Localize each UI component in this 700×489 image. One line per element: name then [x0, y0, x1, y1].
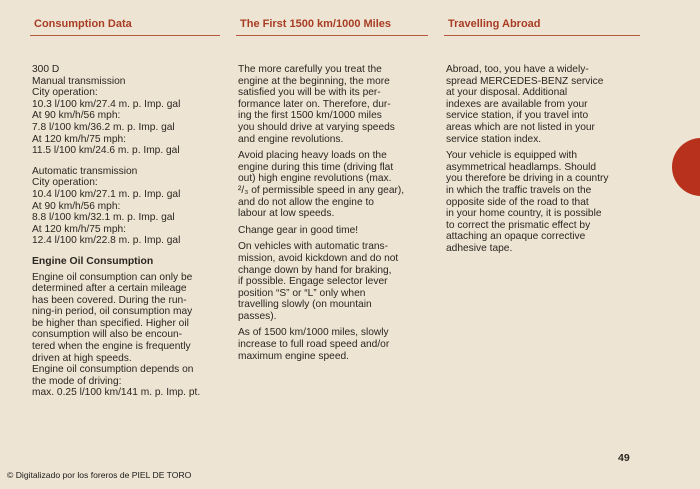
paragraph-after-running-in — [238, 327, 428, 362]
text-line: tered when the engine is frequently — [32, 341, 191, 353]
section-tab-marker — [672, 138, 700, 196]
text-line: determined after a certain mileage — [32, 283, 187, 295]
paragraph-change-gear — [238, 225, 428, 237]
text-line: Change gear in good time! — [238, 224, 359, 236]
text-line: At 120 km/h/75 mph: — [32, 133, 127, 145]
text-line: satisfied you will be with its per- — [238, 87, 381, 99]
scan-credit: © Digitalizado por los foreros de PIEL DE TORO — [7, 470, 192, 480]
text-line: 300 D — [32, 64, 60, 75]
heading-first-miles: The First 1500 km/1000 Miles — [236, 14, 428, 36]
text-line: service station index. — [446, 133, 542, 145]
text-line: formance later on. Therefore, dur- — [238, 98, 391, 110]
text-line: in which the traffic travels on the — [446, 184, 592, 196]
text-line: 11.5 l/100 km/24.6 m. p. Imp. gal — [32, 145, 180, 157]
text-line: and engine revolutions. — [238, 133, 344, 145]
text-line: ing the first 1500 km/1000 miles — [238, 110, 382, 122]
paragraph-headlamps — [446, 150, 636, 254]
text-line: 12.4 l/100 km/22.8 m. p. Imp. gal — [32, 235, 181, 247]
text-line: City operation: — [32, 177, 98, 189]
text-line: Automatic transmission — [32, 165, 138, 177]
text-line: maximum engine speed. — [238, 350, 349, 362]
text-line: areas which are not listed in your — [446, 121, 595, 133]
text-line: you should drive at varying speeds — [238, 121, 395, 133]
text-line: 7.8 l/100 km/36.2 m. p. Imp. gal — [32, 121, 175, 133]
text-line: At 90 km/h/56 mph: — [32, 200, 121, 212]
text-line: increase to full road speed and/or — [238, 339, 390, 351]
paragraph-service-abroad — [446, 64, 636, 145]
text-line: consumption will also be encoun- — [32, 329, 183, 341]
text-line: position “S” or “L” only when — [238, 287, 366, 299]
text-line: engine during this time (driving flat — [238, 161, 394, 173]
paragraph-careful-treatment — [238, 64, 428, 145]
text-line: travelling slowly (on mountain — [238, 299, 372, 311]
text-line: asymmetrical headlamps. Should — [446, 161, 597, 173]
column-travelling-abroad — [444, 14, 636, 260]
text-line: be higher than specified. Higher oil — [32, 317, 189, 329]
text-line: City operation: — [32, 87, 98, 99]
abroad-body — [444, 36, 636, 255]
heading-travelling-abroad: Travelling Abroad — [444, 14, 640, 36]
text-line: On vehicles with automatic trans- — [238, 241, 389, 253]
text-line: ²/₃ of permissible speed in any gear), — [238, 184, 405, 196]
text-line: At 120 km/h/75 mph: — [32, 223, 127, 235]
text-line: has been covered. During the run- — [32, 294, 187, 306]
text-line: driven at high speeds. — [32, 352, 132, 364]
text-line: 10.3 l/100 km/27.4 m. p. Imp. gal — [32, 98, 181, 110]
text-line: opposite side of the road to that — [446, 196, 589, 208]
oil-consumption-text — [32, 272, 220, 400]
page-number: 49 — [618, 452, 630, 464]
text-line: ning-in period, oil consumption may — [32, 306, 193, 318]
consumption-body — [30, 36, 220, 399]
text-line: out) high engine revolutions (max. — [238, 173, 392, 185]
text-line: indexes are available from your — [446, 98, 588, 110]
text-line: change down by hand for braking, — [238, 264, 392, 276]
text-line: in your home country, it is possible — [446, 208, 602, 220]
column-consumption-data — [30, 14, 220, 399]
text-line: max. 0.25 l/100 km/141 m. p. Imp. pt. — [32, 387, 201, 399]
text-line: passes). — [238, 310, 277, 322]
paragraph-avoid-loads — [238, 150, 428, 220]
text-line: Engine oil consumption depends on — [32, 364, 194, 376]
text-line: 10.4 l/100 km/27.1 m. p. Imp. gal — [32, 188, 181, 200]
first-miles-body — [236, 36, 428, 362]
text-line: at your disposal. Additional — [446, 87, 568, 99]
text-line: 8.8 l/100 km/32.1 m. p. Imp. gal — [32, 212, 175, 224]
text-line: if possible. Engage selector lever — [238, 276, 388, 288]
column-first-miles — [236, 14, 428, 367]
text-line: labour at low speeds. — [238, 208, 335, 220]
text-line: adhesive tape. — [446, 242, 513, 254]
text-line: The more carefully you treat the — [238, 64, 382, 75]
text-line: service station, if you travel into — [446, 110, 589, 122]
text-line: spread MERCEDES-BENZ service — [446, 75, 604, 87]
text-line: Manual transmission — [32, 75, 126, 87]
text-line: Your vehicle is equipped with — [446, 150, 578, 162]
text-line: As of 1500 km/1000 miles, slowly — [238, 327, 389, 339]
text-line: you therefore be driving in a country — [446, 173, 609, 185]
heading-consumption-data: Consumption Data — [30, 14, 220, 36]
text-line: and do not allow the engine to — [238, 196, 374, 208]
text-line: the mode of driving: — [32, 375, 122, 387]
text-line: attaching an opaque corrective — [446, 231, 586, 243]
text-line: to correct the prismatic effect by — [446, 219, 591, 231]
automatic-consumption-block — [32, 166, 220, 247]
manual-consumption-block — [32, 64, 220, 157]
subheading-oil-consumption: Engine Oil Consumption — [32, 255, 154, 267]
text-line: Abroad, too, you have a widely- — [446, 64, 589, 75]
text-line: At 90 km/h/56 mph: — [32, 110, 121, 122]
text-line: engine at the beginning, the more — [238, 75, 390, 87]
text-line: Engine oil consumption can only be — [32, 271, 193, 283]
text-line: mission, avoid kickdown and do not — [238, 252, 399, 264]
text-line: Avoid placing heavy loads on the — [238, 150, 387, 162]
paragraph-automatic — [238, 241, 428, 322]
